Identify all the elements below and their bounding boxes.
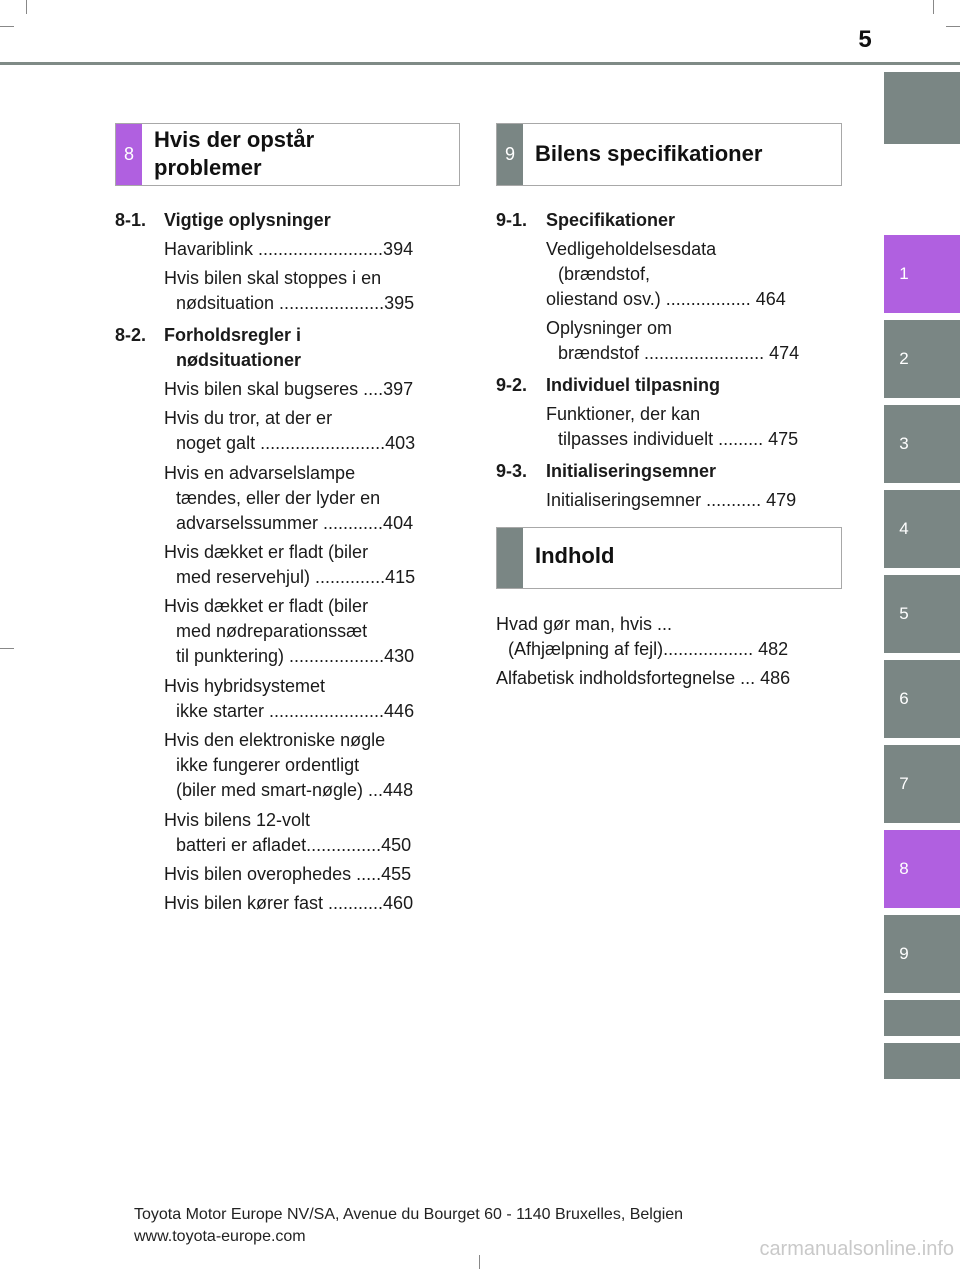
side-tab-label: 9 <box>899 944 909 963</box>
side-tab-label: 6 <box>899 689 909 708</box>
toc-entry[interactable]: Havariblink .........................394 <box>164 239 414 259</box>
toc-entry[interactable]: batteri er afladet...............450 <box>176 835 412 855</box>
subsection-title: Initialiseringsemner <box>546 461 717 481</box>
toc-entry[interactable]: Initialiseringsemner ........... 479 <box>546 490 797 510</box>
side-tab-blank[interactable] <box>884 72 960 144</box>
toc-entry[interactable]: brændstof ........................ 474 <box>558 343 800 363</box>
footer-address: Toyota Motor Europe NV/SA, Avenue du Bourget 60 - 1140 Bruxelles, Belgien <box>134 1206 684 1223</box>
crop-mark <box>0 648 14 649</box>
side-tab-blank[interactable] <box>884 1000 960 1036</box>
watermark: carmanualsonline.info <box>759 1238 954 1260</box>
subsection-title: Individuel tilpasning <box>546 375 721 395</box>
toc-entry[interactable]: Hvad gør man, hvis ... <box>496 614 673 634</box>
side-tab-label: 2 <box>899 349 909 368</box>
side-tab-label: 4 <box>899 519 909 538</box>
toc-entry[interactable]: tændes, eller der lyder en <box>176 488 381 508</box>
section-title: Indhold <box>535 543 615 568</box>
side-tab-4[interactable] <box>884 490 960 568</box>
toc-entry[interactable]: (biler med smart-nøgle) ...448 <box>176 780 414 800</box>
section-title <box>154 126 314 182</box>
side-tab-1[interactable] <box>884 235 960 313</box>
side-tab-7[interactable] <box>884 745 960 823</box>
subsection-number: 8-1. <box>115 210 147 230</box>
toc-entry[interactable]: Hvis dækket er fladt (biler <box>164 596 369 616</box>
footer-url[interactable]: www.toyota-europe.com <box>134 1228 306 1245</box>
subsection-number: 9-1. <box>496 210 528 230</box>
crop-mark <box>933 0 934 14</box>
crop-mark <box>479 1255 480 1269</box>
crop-mark <box>0 26 14 27</box>
section-header-index <box>496 527 842 589</box>
side-tab-8[interactable] <box>884 830 960 908</box>
top-rule <box>0 62 960 65</box>
section-number: 8 <box>116 124 142 185</box>
side-tab-9[interactable] <box>884 915 960 993</box>
crop-mark <box>946 26 960 27</box>
toc-entry[interactable]: Hvis bilen overophedes .....455 <box>164 864 412 884</box>
subsection-title: nødsituationer <box>176 350 301 370</box>
side-tab-label: 5 <box>899 604 909 623</box>
side-tab-3[interactable] <box>884 405 960 483</box>
section-color-bar <box>497 528 523 588</box>
subsection-title: Specifikationer <box>546 210 676 230</box>
toc-entry[interactable]: Hvis bilens 12-volt <box>164 810 311 830</box>
side-tab-5[interactable] <box>884 575 960 653</box>
subsection-number: 8-2. <box>115 325 147 345</box>
side-tab-6[interactable] <box>884 660 960 738</box>
subsection-title: Forholdsregler i <box>164 325 302 345</box>
toc-entry[interactable]: nødsituation .....................395 <box>176 293 415 313</box>
page-number: 5 <box>858 26 872 53</box>
section-header-8 <box>115 123 460 186</box>
toc-entry[interactable]: (Afhjælpning af fejl).................. 482 <box>508 639 789 659</box>
toc-entry[interactable]: oliestand osv.) ................. 464 <box>546 289 786 309</box>
subsection-title: Vigtige oplysninger <box>164 210 331 230</box>
toc-entry[interactable]: ikke fungerer ordentligt <box>176 755 360 775</box>
toc-entry[interactable]: med nødreparationssæt <box>176 621 368 641</box>
toc-entry[interactable]: ikke starter .......................446 <box>176 701 415 721</box>
toc-entry[interactable]: Hvis bilen skal stoppes i en <box>164 268 382 288</box>
toc-entry[interactable]: Vedligeholdelsesdata <box>546 239 717 259</box>
section-title: Bilens specifikationer <box>535 141 763 166</box>
side-tab-label: 3 <box>899 434 909 453</box>
toc-entry[interactable]: Funktioner, der kan <box>546 404 701 424</box>
subsection-number: 9-3. <box>496 461 528 481</box>
section-number: 9 <box>497 124 523 185</box>
toc-entry[interactable]: Alfabetisk indholdsfortegnelse ... 486 <box>496 668 791 688</box>
toc-entry[interactable]: noget galt .........................403 <box>176 433 416 453</box>
toc-entry[interactable]: Hvis bilen kører fast ...........460 <box>164 893 414 913</box>
side-tab-label: 1 <box>899 264 909 283</box>
section-header-9 <box>496 123 842 186</box>
toc-entry[interactable]: Hvis bilen skal bugseres ....397 <box>164 379 414 399</box>
section-title-line: problemer <box>154 155 262 180</box>
side-tab-label: 7 <box>899 774 909 793</box>
toc-entry[interactable]: Hvis en advarselslampe <box>164 463 356 483</box>
toc-entry[interactable]: Hvis du tror, at der er <box>164 408 333 428</box>
toc-entry[interactable]: Hvis den elektroniske nøgle <box>164 730 386 750</box>
toc-entry[interactable]: med reservehjul) ..............415 <box>176 567 416 587</box>
toc-entry[interactable]: Oplysninger om <box>546 318 673 338</box>
toc-entry[interactable]: advarselssummer ............404 <box>176 513 414 533</box>
toc-entry[interactable]: til punktering) ...................430 <box>176 646 415 666</box>
toc-entry[interactable]: tilpasses individuelt ......... 475 <box>558 429 799 449</box>
side-tab-label: 8 <box>899 859 909 878</box>
crop-mark <box>26 0 27 14</box>
subsection-number: 9-2. <box>496 375 528 395</box>
section-title-line: Hvis der opstår <box>154 127 315 152</box>
toc-entry[interactable]: Hvis hybridsystemet <box>164 676 326 696</box>
toc-entry[interactable]: (brændstof, <box>558 264 651 284</box>
toc-entry[interactable]: Hvis dækket er fladt (biler <box>164 542 369 562</box>
side-tab-blank[interactable] <box>884 1043 960 1079</box>
side-tab-2[interactable] <box>884 320 960 398</box>
